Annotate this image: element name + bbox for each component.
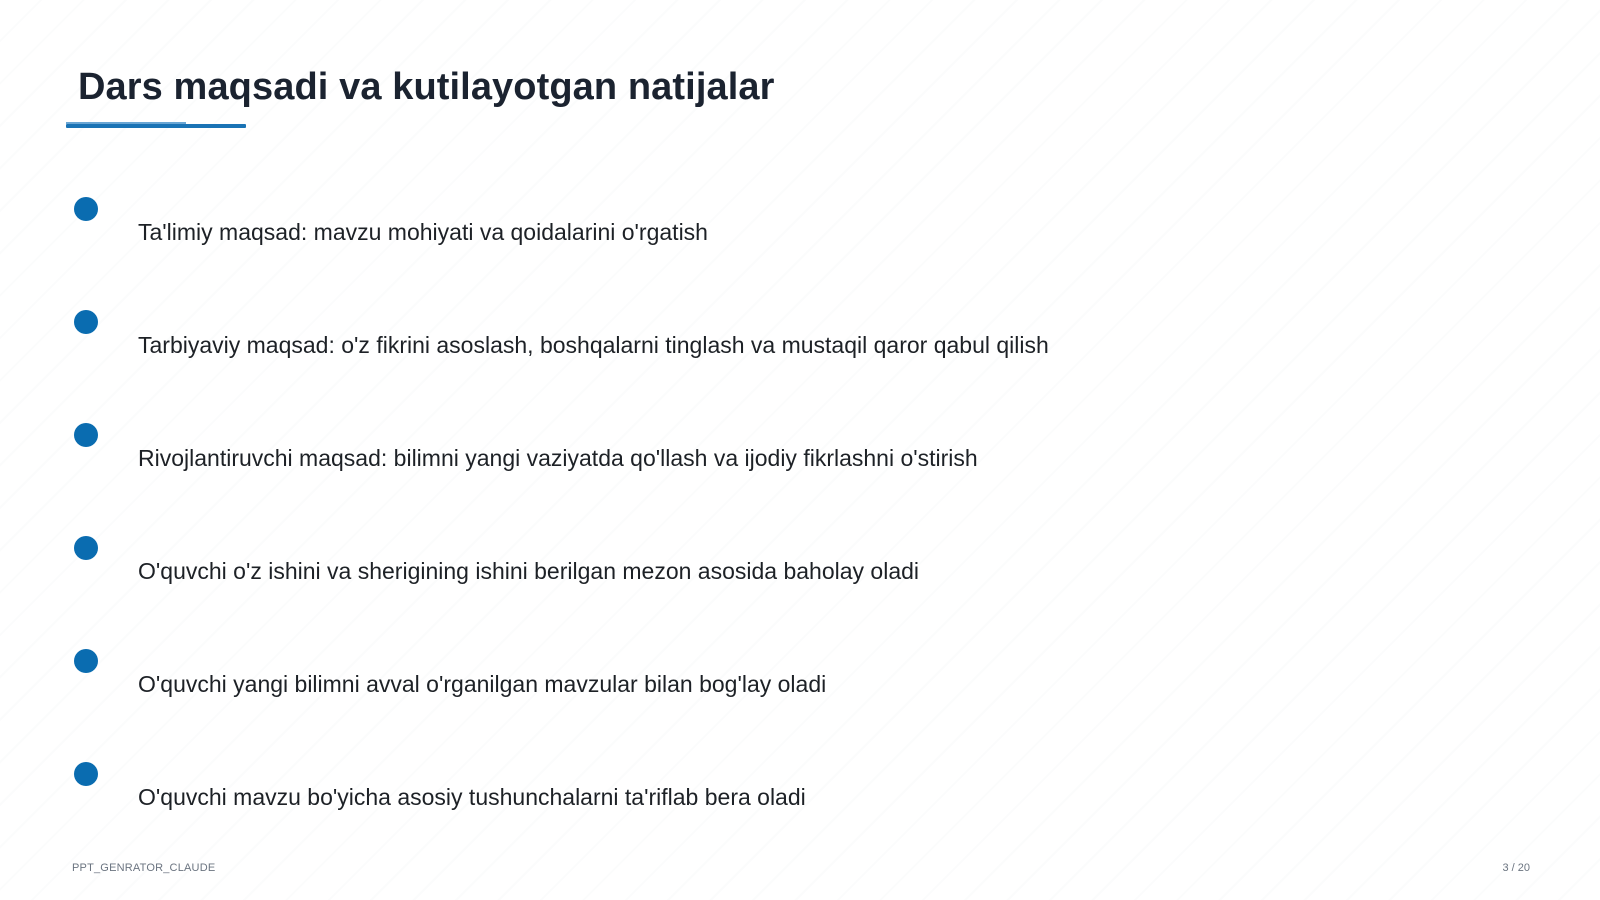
- bullet-dot-icon: [74, 536, 98, 560]
- bullet-item: [0, 536, 1600, 616]
- bullet-text: Ta'limiy maqsad: mavzu mohiyati va qoidalarini o'rgatish: [138, 219, 708, 245]
- bullet-item: [0, 310, 1600, 390]
- footer-label: PPT_GENRATOR_CLAUDE: [72, 862, 216, 874]
- bullet-dot-icon: [74, 649, 98, 673]
- bullet-item: [0, 423, 1600, 503]
- bullet-text: O'quvchi yangi bilimni avval o'rganilgan mavzular bilan bog'lay oladi: [138, 671, 827, 697]
- bullet-item: [0, 197, 1600, 277]
- bullet-text: O'quvchi o'z ishini va sherigining ishini berilgan mezon asosida baholay oladi: [138, 558, 920, 584]
- slide-number: 3 / 20: [1502, 862, 1530, 874]
- slide-title: Dars maqsadi va kutilayotgan natijalar: [78, 66, 775, 108]
- bullet-item: [0, 649, 1600, 729]
- bullet-dot-icon: [74, 423, 98, 447]
- bullet-dot-icon: [74, 310, 98, 334]
- bullet-text: Rivojlantiruvchi maqsad: bilimni yangi vaziyatda qo'llash va ijodiy fikrlashni o'stirish: [138, 445, 978, 471]
- bullet-item: [0, 762, 1600, 842]
- bullet-text: Tarbiyaviy maqsad: o'z fikrini asoslash, boshqalarni tinglash va mustaqil qaror qabul qilish: [138, 332, 1049, 358]
- bullet-text: O'quvchi mavzu bo'yicha asosiy tushunchalarni ta'riflab bera oladi: [138, 784, 806, 810]
- bullet-dot-icon: [74, 197, 98, 221]
- bullet-dot-icon: [74, 762, 98, 786]
